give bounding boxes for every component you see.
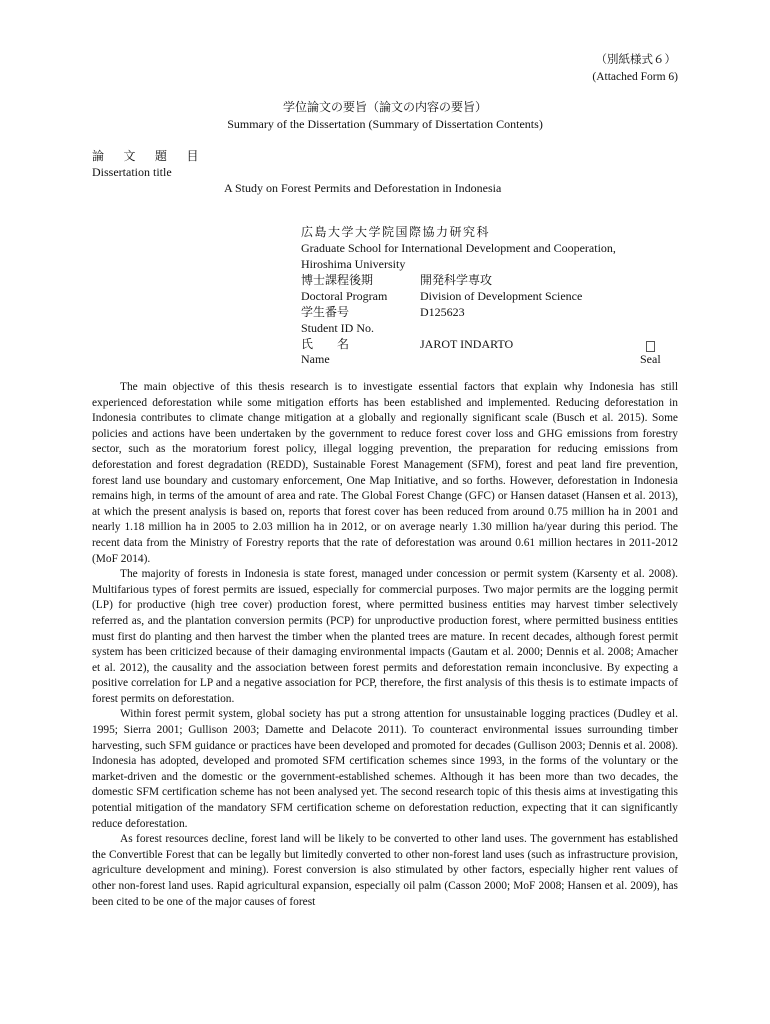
school-name-jp: 広島大学大学院国際協力研究科 xyxy=(301,225,491,239)
program-label-en: Doctoral Program xyxy=(301,289,388,303)
student-id-label-jp: 学生番号 xyxy=(301,305,350,319)
school-name-en-line2: Hiroshima University xyxy=(301,257,406,271)
program-value-jp: 開発科学専攻 xyxy=(420,273,493,287)
body-paragraph-3: Within forest permit system, global society has put a strong attention for unsustainable logging practices (Dudley et al. 1995; Sierra 2001; Gullison 2003; Damette and Delacote 2011). To counteract environmental issues surrounding timber harvesting, such SFM guidance or practices have been developed and promoted for decades (Gullison 2003; Dennis et al. 2008). Indonesia has adopted, developed and promoted SFM certification schemes since 1993, in the forms of the voluntary or the market-driven and the domestic or the government-established schemes. Although it has been more than two decades, the domestic SFM certification scheme has not been analysed yet. The second research topic of this thesis aims at investigating this potential mitigation of the mandatory SFM certification scheme on deforestation reduction, expecting that it can significantly reduce deforestation. xyxy=(92,708,678,830)
summary-body xyxy=(92,380,678,910)
dissertation-label-en: Dissertation title xyxy=(92,165,172,179)
name-label-en: Name xyxy=(301,352,330,366)
dissertation-title: A Study on Forest Permits and Deforestation in Indonesia xyxy=(224,181,502,195)
summary-title-jp: 学位論文の要旨（論文の内容の要旨） xyxy=(282,100,487,114)
form-number-jp: （別紙様式６） xyxy=(595,54,676,66)
dissertation-label-jp: 論 文 題 目 xyxy=(92,149,201,163)
name-label-jp: 氏 名 xyxy=(301,337,350,351)
body-paragraph-4: As forest resources decline, forest land will be likely to be converted to other land uses. The government has established the Convertible Forest that can be legally but limitedly converted to other non-forest land uses (such as infrastructure provision, agriculture development and mining). Forest conversion is also stimulated by other factors, especially higher rent values of other non-forest land uses. Rapid agricultural expansion, especially oil palm (Casson 2000; MoF 2008; Hansen et al. 2009), has been cited to be one of the major causes of forest xyxy=(92,833,678,908)
body-paragraph-2: The majority of forests in Indonesia is state forest, managed under concession or permit system (Karsenty et al. 2008). Multifarious types of forest permits are issued, especially for commercial purposes. Two major permits are the logging permit (LP) for productive (high tree cover) production forest, where permitted business entities may harvest timber selectively referred as, and the plantation conversion permits (PCP) for unproductive production forest, where permitted business entities must first do planting and then harvest the timber when the planted trees are mature. In recent decades, although forest permit system has been criticized because of their damaging environmental impacts (Gautam et al. 2000; Dennis et al. 2008; Amacher et al. 2012), the causality and the association between forest permits and deforestation remain inconclusive. By expecting a positive correlation for LP and a negative association for PCP, therefore, the first analysis of this thesis is to estimate impacts of forest permits on deforestation. xyxy=(92,568,678,705)
student-id-label-en: Student ID No. xyxy=(301,321,374,335)
name-value: JAROT INDARTO xyxy=(420,337,514,351)
school-name-en-line1: Graduate School for International Development and Cooperation, xyxy=(301,241,616,255)
summary-title-en: Summary of the Dissertation (Summary of Dissertation Contents) xyxy=(227,117,543,131)
form-number-en: (Attached Form 6) xyxy=(592,71,678,83)
program-value-en: Division of Development Science xyxy=(420,289,583,303)
student-id-value: D125623 xyxy=(420,305,465,319)
body-paragraph-1: The main objective of this thesis research is to investigate essential factors that explain why Indonesia has still experienced deforestation while some mitigation efforts has been established and implemented. Reducing deforestation in Indonesia contributes to climate change mitigation at a globally and regionally significant scale (Busch et al. 2015). Some policies and actions have been undertaken by the government to reduce forest cover loss and GHG emissions from forestry sector, such as the moratorium forest policy, illegal logging prevention, the preparation for reducing emissions from deforestation and forest degradation (REDD), Sustainable Forest Management (SFM), forest and peat land fire prevention, forest land use boundary and customary enforcement, One Map Initiative, and so forths. However, deforestation in Indonesia remains high, in terms of the amount of area and rate. The Global Forest Change (GFC) or Hansen dataset (Hansen et al. 2013), at which the present analysis is based on, reports that forest cover has been reduced from around 0.75 million ha in 2001 and nearly 1.18 million ha in 2005 to 2.03 million ha in 2012, or on average nearly 1.30 million ha/year during this period. The recent data from the Ministry of Forestry reports that the rate of deforestation was around 0.61 million hectares in 2011-2012 (MoF 2014). xyxy=(92,381,678,565)
program-label-jp: 博士課程後期 xyxy=(301,273,374,287)
seal-label: Seal xyxy=(640,352,661,366)
